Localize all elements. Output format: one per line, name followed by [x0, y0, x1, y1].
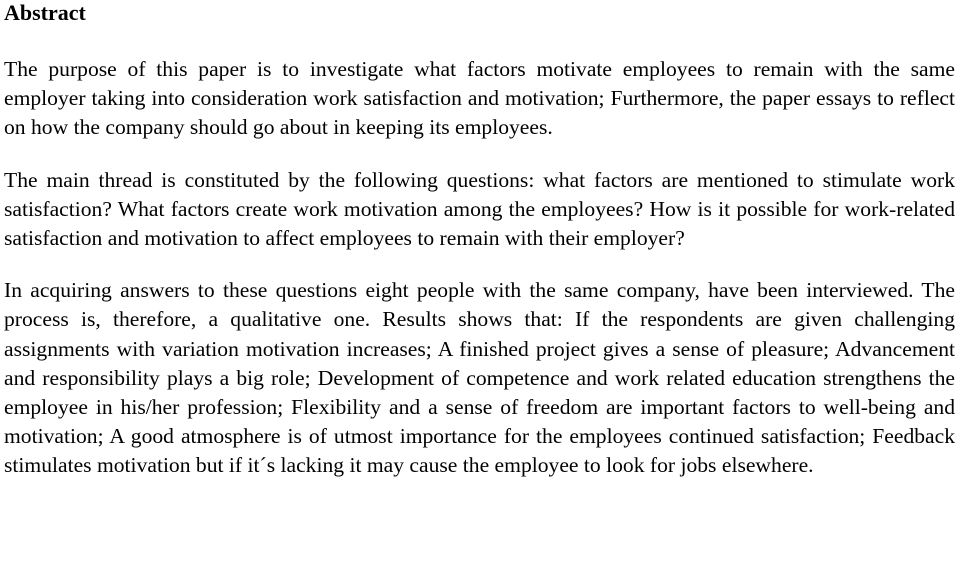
section-heading: Abstract: [4, 0, 86, 25]
paragraph-questions: The main thread is constituted by the following questions: what factors are mentioned to stimulate work satisfaction? What factors create work motivation among the employees? How is it possible for work-related satisfaction and motivation to affect employees to remain with their employer?: [4, 167, 955, 251]
document-page: [4, 0, 955, 481]
paragraph-purpose: The purpose of this paper is to investigate what factors motivate employees to remain with the same employer taking into consideration work satisfaction and motivation; Furthermore, the paper essays to reflect on how the company should go about in keeping its employees.: [4, 57, 955, 140]
paragraph-results: In acquiring answers to these questions eight people with the same company, have been interviewed. The process is, therefore, a qualitative one. Results shows that: If the respondents are given challenging assignments with variation motivation increases; A finished project gives a sense of pleasure; Advancement and responsibility plays a big role; Development of competence and work related education strengthens the employee in his/her profession; Flexibility and a sense of freedom are important factors to well-being and motivation; A good atmosphere is of utmost importance for the employees continued satisfaction; Feedback stimulates motivation but if it´s lacking it may cause the employee to look for jobs elsewhere.: [4, 278, 955, 478]
